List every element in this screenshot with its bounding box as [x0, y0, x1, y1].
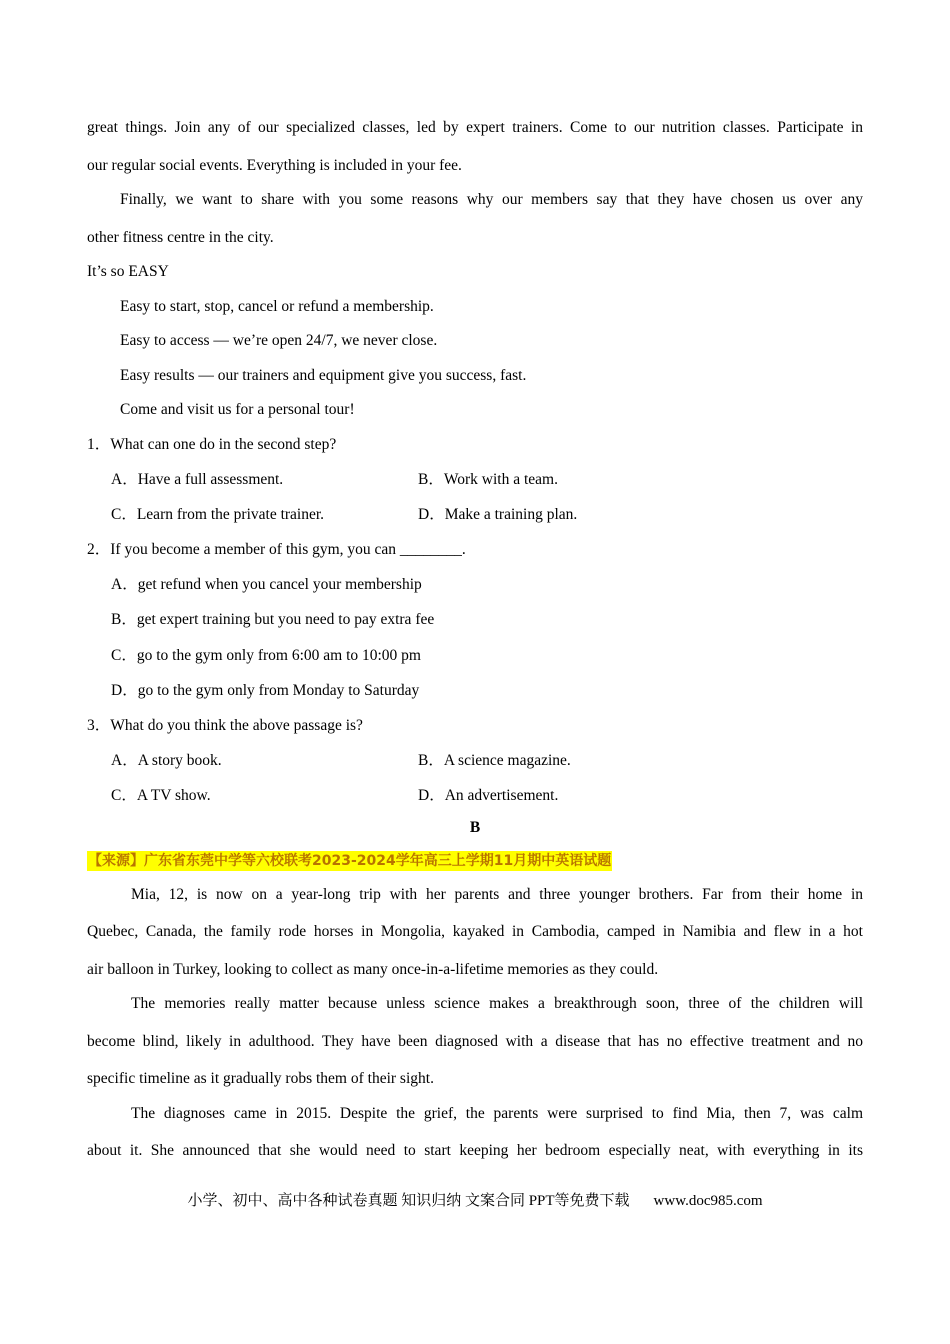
passage-b-paragraph-2-line: specific timeline as it gradually robs them of their sight.: [87, 1070, 434, 1087]
question-1-stem: 1．What can one do in the second step?: [87, 436, 337, 453]
easy-item: Easy to start, stop, cancel or refund a membership.: [120, 298, 434, 315]
question-1-option-c: C．Learn from the private trainer.: [111, 506, 325, 523]
question-3-option-d: D．An advertisement.: [418, 787, 559, 804]
question-1-option-b: B．Work with a team.: [418, 471, 558, 488]
question-2-option-a: A．get refund when you cancel your membership: [111, 576, 422, 593]
passage-b-paragraph-2-line: The memories really matter because unless science makes a breakthrough soon, three of the children will: [131, 995, 863, 1012]
easy-item: Easy to access — we’re open 24/7, we never close.: [120, 332, 438, 349]
footer-url[interactable]: www.doc985.com: [653, 1193, 763, 1209]
section-b-label: B: [469, 819, 481, 836]
footer-text: 小学、初中、高中各种试卷真题 知识归纳 文案合同 PPT等免费下载: [187, 1193, 630, 1209]
passage-a-paragraph-1-line-1: great things. Join any of our specialized classes, led by expert trainers. Come to our nutrition classes. Participate in: [87, 119, 863, 136]
easy-heading: It’s so EASY: [87, 263, 169, 280]
easy-item: Come and visit us for a personal tour!: [120, 401, 355, 418]
question-3-option-a: A．A story book.: [111, 752, 222, 769]
question-3-stem: 3．What do you think the above passage is?: [87, 717, 363, 734]
passage-b-paragraph-2-line: become blind, likely in adulthood. They have been diagnosed with a disease that has no effective treatment and no: [87, 1033, 863, 1050]
question-2-option-b: B．get expert training but you need to pay extra fee: [111, 611, 435, 628]
source-highlight: 【来源】广东省东莞中学等六校联考2023-2024学年高三上学期11月期中英语试题: [88, 853, 612, 869]
question-3-option-b: B．A science magazine.: [418, 752, 571, 769]
passage-b-paragraph-1-line: Mia, 12, is now on a year-long trip with her parents and three younger brothers. Far from their home in: [131, 886, 863, 903]
passage-b-paragraph-1-line: Quebec, Canada, the family rode horses in Mongolia, kayaked in Cambodia, camped in Namibia and flew in a hot: [87, 923, 863, 940]
passage-b-paragraph-1-line: air balloon in Turkey, looking to collect as many once-in-a-lifetime memories as they could.: [87, 961, 659, 978]
question-2-option-d: D．go to the gym only from Monday to Saturday: [111, 682, 420, 699]
question-1-option-d: D．Make a training plan.: [418, 506, 578, 523]
passage-a-paragraph-2-line-1: Finally, we want to share with you some reasons why our members say that they have chosen us over any: [120, 191, 863, 208]
passage-a-paragraph-1-line-2: our regular social events. Everything is included in your fee.: [87, 157, 462, 174]
passage-b-paragraph-3-line: The diagnoses came in 2015. Despite the grief, the parents were surprised to find Mia, then 7, was calm: [131, 1105, 863, 1122]
question-1-option-a: A．Have a full assessment.: [111, 471, 284, 488]
passage-a-paragraph-2-line-2: other fitness centre in the city.: [87, 229, 274, 246]
question-2-stem: 2．If you become a member of this gym, you can ________.: [87, 541, 466, 558]
page-footer: [0, 1191, 950, 1211]
question-3-option-c: C．A TV show.: [111, 787, 211, 804]
question-2-option-c: C．go to the gym only from 6:00 am to 10:00 pm: [111, 647, 421, 664]
easy-item: Easy results — our trainers and equipment give you success, fast.: [120, 367, 527, 384]
passage-b-paragraph-3-line: about it. She announced that she would need to start keeping her bedroom especially neat, with everything in its: [87, 1142, 863, 1159]
